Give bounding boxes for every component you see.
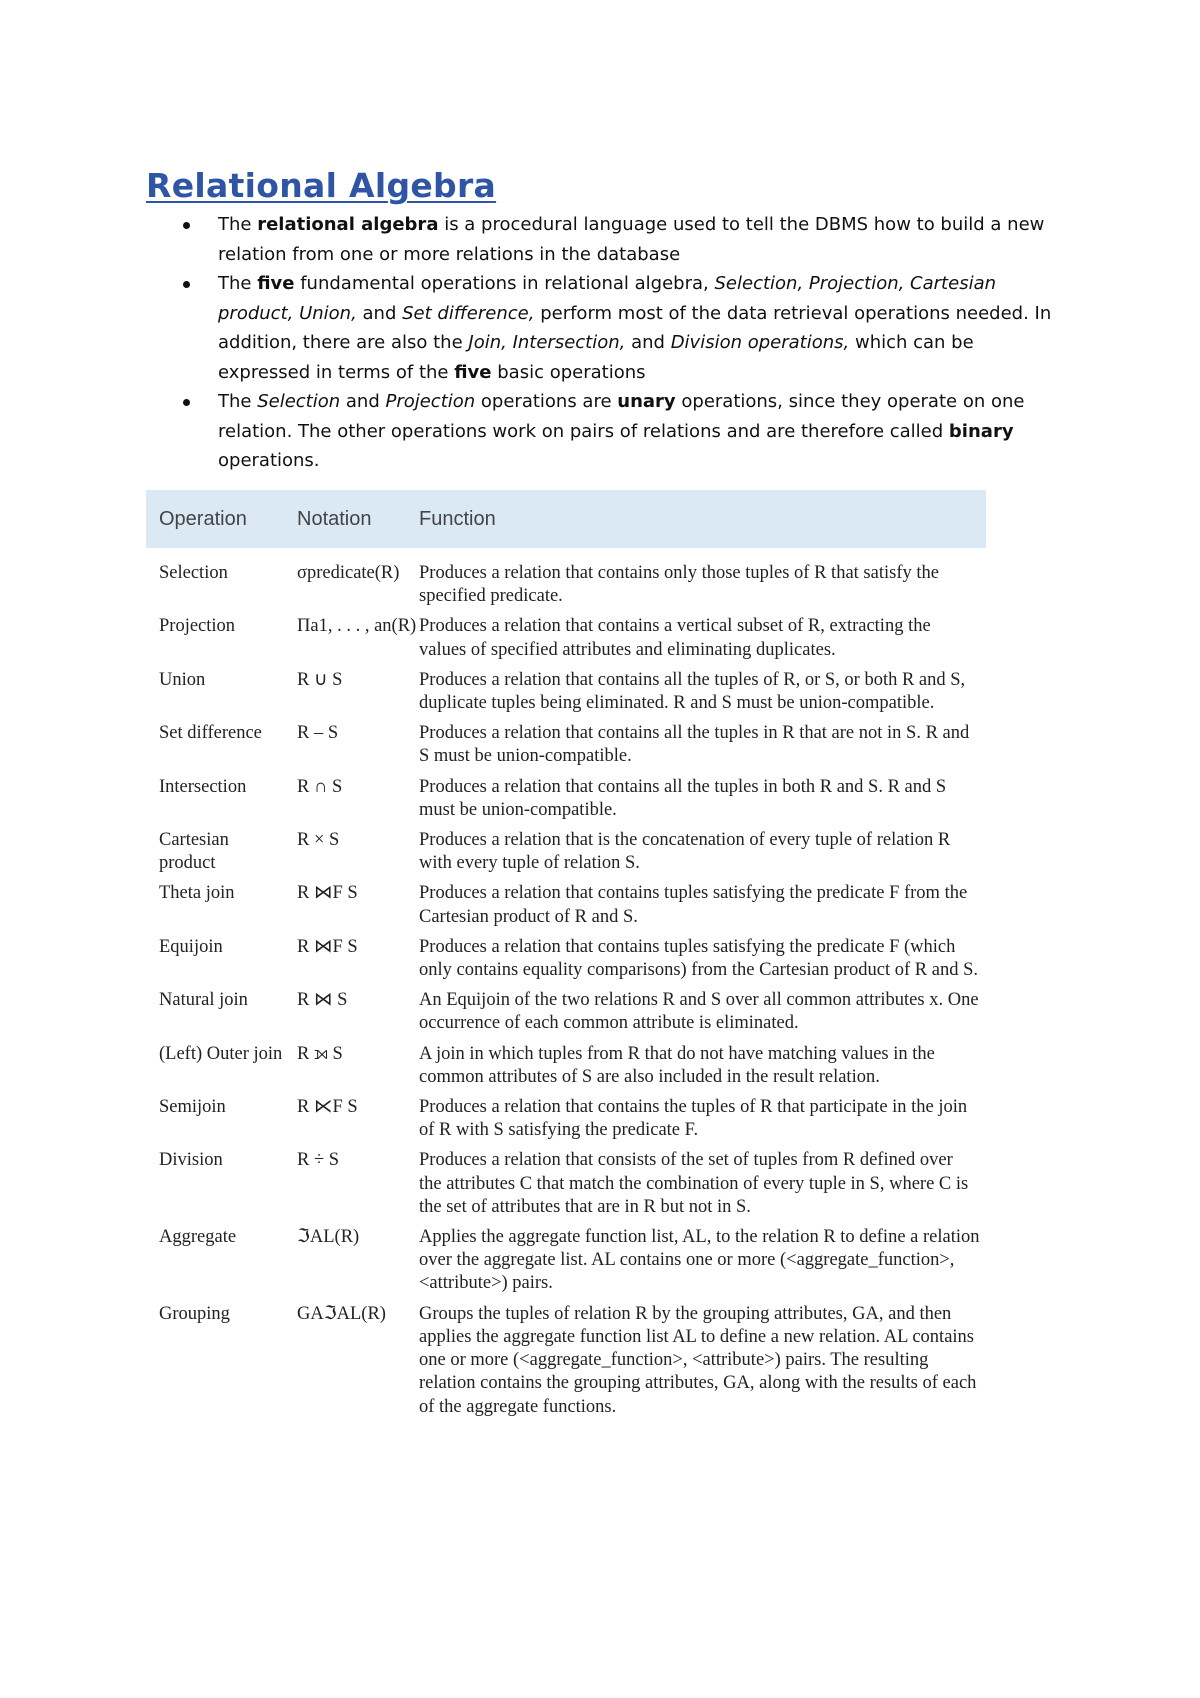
table-row (146, 829, 986, 882)
header-operation: Operation (146, 490, 284, 548)
table-row (146, 722, 986, 775)
table-row (146, 1149, 986, 1226)
text-segment: is a procedural language used to tell the DBMS how to build a new relation from one or more relations in the database (218, 214, 1045, 265)
operation-cell: Equijoin (159, 936, 223, 957)
operation-cell: Division (159, 1150, 223, 1171)
notation-cell: GAℑAL(R) (297, 1303, 386, 1324)
notation-cell: R ⋉F S (297, 1097, 358, 1118)
function-cell: Produces a relation that consists of the set of tuples from R defined over the attributes C that match the combination of every tuple in S, where C is the set of attributes that are in R but not in S. (419, 1150, 969, 1217)
table-row (146, 548, 986, 615)
table-header (146, 490, 986, 548)
operations-table (146, 490, 986, 1426)
operation-cell: Theta join (159, 883, 235, 904)
notation-cell: R ⟕ S (297, 1043, 343, 1064)
page-title: Relational Algebra (146, 166, 497, 205)
table-row (146, 1226, 986, 1303)
table-row (146, 936, 986, 989)
function-cell: Produces a relation that contains all the tuples in both R and S. R and S must be union-compatible. (419, 776, 947, 820)
text-segment: and (340, 391, 386, 412)
operation-cell: Semijoin (159, 1097, 226, 1118)
text-segment: and (625, 332, 671, 353)
header-notation: Notation (284, 490, 406, 548)
notation-cell: R ⋈F S (297, 883, 358, 904)
function-cell: Produces a relation that contains tuples satisfying the predicate F from the Cartesian product of R and S. (419, 883, 968, 927)
italic-text: Selection, Projection, Cartesian product, Union, (218, 273, 997, 324)
bullet-item (218, 269, 1058, 387)
function-cell: Produces a relation that contains the tuples of R that participate in the join of R with S satisfying the predicate F. (419, 1097, 968, 1141)
text-segment: The (218, 273, 258, 294)
operation-cell: Intersection (159, 776, 247, 797)
text-segment: operations, since they operate on one relation. The other operations work on pairs of relations and are therefore called (218, 391, 1025, 442)
italic-text: Selection (257, 391, 341, 412)
intro-bullet-list (218, 210, 1058, 476)
notation-cell: R ⋈ S (297, 990, 348, 1011)
operation-cell: Selection (159, 563, 228, 583)
function-cell: Produces a relation that is the concatenation of every tuple of relation R with every tuple of relation S. (419, 830, 951, 874)
text-segment: fundamental operations in relational algebra, (294, 273, 715, 294)
bold-text: five (454, 361, 492, 383)
table-row (146, 1043, 986, 1096)
italic-text: Division operations, (670, 332, 850, 353)
operation-cell: Aggregate (159, 1227, 237, 1248)
operation-cell: Natural join (159, 990, 248, 1011)
bullet-item (218, 387, 1058, 476)
notation-cell: R ∩ S (297, 776, 343, 797)
function-cell: Applies the aggregate function list, AL, to the relation R to define a relation over the aggregate list. AL contains one or more (<aggregate_function>, <attribute>) pairs. (419, 1227, 980, 1294)
table-row (146, 1303, 986, 1426)
text-segment: and (356, 302, 403, 324)
operation-cell: Cartesian product (159, 830, 229, 874)
operation-cell: Set difference (159, 723, 262, 744)
italic-text: Set difference, (402, 302, 535, 324)
bold-text: five (257, 273, 295, 294)
operation-cell: Grouping (159, 1303, 230, 1324)
function-cell: A join in which tuples from R that do not have matching values in the common attributes of S are also included in the result relation. (419, 1043, 935, 1087)
table-row (146, 989, 986, 1042)
function-cell: Produces a relation that contains tuples satisfying the predicate F (which only contains equality comparisons) from the Cartesian product of R and S. (419, 936, 978, 981)
operation-cell: (Left) Outer join (159, 1043, 283, 1064)
bold-text: relational algebra (257, 214, 439, 235)
notation-cell: σpredicate(R) (297, 563, 400, 583)
bold-text: unary (617, 391, 676, 412)
operation-cell: Projection (159, 616, 236, 637)
function-cell: Groups the tuples of relation R by the grouping attributes, GA, and then applies the aggregate function list AL to define a new relation. AL contains one or more (<aggregate_function>, <attribute>) pairs. The resulting relation contains the grouping attributes, GA, along with the results of each of the aggregate functions. (419, 1303, 977, 1417)
text-segment: perform most of the data retrieval operations needed. In addition, there are also the (218, 302, 1052, 353)
text-segment: The (218, 214, 258, 235)
table-row (146, 1096, 986, 1149)
function-cell: Produces a relation that contains only those tuples of R that satisfy the specified predicate. (419, 563, 939, 607)
function-cell: Produces a relation that contains all the tuples in R that are not in S. R and S must be union-compatible. (419, 723, 970, 767)
italic-text: Projection (385, 391, 476, 412)
text-segment: basic operations (491, 361, 646, 383)
notation-cell: R ÷ S (297, 1150, 340, 1171)
function-cell: Produces a relation that contains all the tuples of R, or S, or both R and S, duplicate tuples being eliminated. R and S must be union-compatible. (419, 669, 966, 714)
notation-cell: R × S (297, 830, 340, 851)
function-cell: An Equijoin of the two relations R and S over all common attributes x. One occurrence of each common attribute is eliminated. (419, 990, 979, 1034)
function-cell: Produces a relation that contains a vertical subset of R, extracting the values of specified attributes and eliminating duplicates. (419, 616, 931, 660)
notation-cell: Πa1, . . . , an(R) (297, 616, 417, 637)
text-segment: operations. (218, 450, 320, 471)
notation-cell: R – S (297, 723, 339, 744)
bullet-item (218, 210, 1058, 269)
table-row (146, 615, 986, 668)
bold-text: binary (948, 420, 1014, 442)
operation-cell: Union (159, 669, 206, 690)
notation-cell: R ∪ S (297, 669, 343, 690)
header-function: Function (406, 490, 986, 548)
table-row (146, 669, 986, 722)
italic-text: Join, Intersection, (468, 332, 626, 353)
table-row (146, 776, 986, 829)
table-row (146, 882, 986, 935)
notation-cell: R ⋈F S (297, 936, 358, 957)
text-segment: The (218, 391, 258, 412)
text-segment: operations are (475, 391, 618, 412)
table-body (146, 548, 986, 1426)
notation-cell: ℑAL(R) (297, 1227, 360, 1248)
text-segment: which can be expressed in terms of the (218, 332, 974, 383)
